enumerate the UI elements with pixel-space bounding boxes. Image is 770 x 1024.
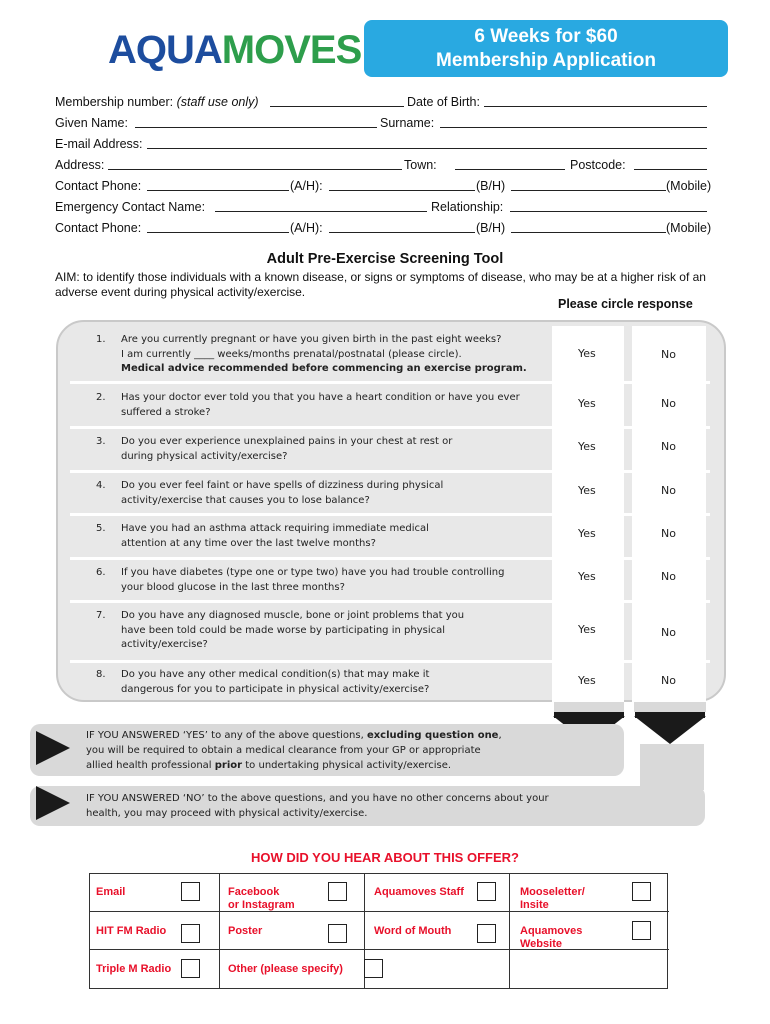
town-field[interactable] <box>455 169 565 170</box>
answer-no-2[interactable]: No <box>661 397 676 410</box>
table-divider <box>509 874 510 988</box>
question-line: If you have diabetes (type one or type two) have you had trouble controlling <box>121 567 505 578</box>
emergency-phone-label: Contact Phone: <box>55 221 142 235</box>
postcode-field[interactable] <box>634 169 707 170</box>
no-connector <box>634 702 706 712</box>
question-number: 4. <box>96 480 106 491</box>
question-divider <box>70 470 710 473</box>
emergency-mobile-label: (Mobile) <box>666 221 712 235</box>
question-line: your blood glucose in the last three months? <box>121 581 345 593</box>
question-line: activity/exercise? <box>121 639 208 650</box>
question-text <box>121 391 541 420</box>
option-staff-label: Aquamoves Staff <box>374 886 464 898</box>
option-hitfm-checkbox[interactable] <box>181 924 200 943</box>
no-arrow-icon <box>634 716 706 744</box>
option-facebook-label: Facebook or Instagram <box>228 886 295 911</box>
option-triplem-checkbox[interactable] <box>181 959 200 978</box>
question-line: Are you currently pregnant or have you given birth in the past eight weeks? <box>121 334 502 345</box>
no-instructions-text: IF YOU ANSWERED ‘NO’ to the above questions, and you have no other concerns about your health, you may proceed with physical activity/exercise. <box>86 793 549 819</box>
question-divider <box>70 513 710 516</box>
question-line: Do you have any other medical condition(s) that may make it <box>121 669 430 680</box>
given-name-label: Given Name: <box>55 116 128 130</box>
question-line: I am currently ____ weeks/months prenatal/postnatal (please circle). <box>121 348 462 360</box>
question-number: 6. <box>96 567 106 578</box>
question-line: Do you ever feel faint or have spells of dizziness during physical <box>121 480 444 491</box>
option-mooseletter-label: Mooseletter/ Insite <box>520 886 585 911</box>
option-other-checkbox[interactable] <box>364 959 383 978</box>
form-row-address <box>55 156 715 174</box>
answer-no-8[interactable]: No <box>661 674 676 687</box>
phone-ah-field[interactable] <box>147 190 289 191</box>
question-text <box>121 609 541 653</box>
option-other-label: Other (please specify) <box>228 963 343 975</box>
yes-connector <box>554 702 624 712</box>
question-text <box>121 479 541 508</box>
form-row-membership <box>55 93 715 111</box>
question-text <box>121 566 541 595</box>
membership-number-label: Membership number: (staff use only) <box>55 95 259 109</box>
title-banner <box>364 20 728 77</box>
answer-no-4[interactable]: No <box>661 484 676 497</box>
option-email-checkbox[interactable] <box>181 882 200 901</box>
title-line1: 6 Weeks for $60 <box>474 26 618 47</box>
logo-aqua: AQUA <box>108 28 222 72</box>
question-number: 5. <box>96 523 106 534</box>
answer-yes-1[interactable]: Yes <box>578 347 596 360</box>
emergency-bh-field[interactable] <box>329 232 475 233</box>
question-line: dangerous for you to participate in physical activity/exercise? <box>121 683 430 695</box>
option-website-checkbox[interactable] <box>632 921 651 940</box>
option-triplem-label: Triple M Radio <box>96 963 172 975</box>
no-instructions <box>30 786 705 826</box>
yes-instructions <box>30 724 624 776</box>
option-wordofmouth-checkbox[interactable] <box>477 924 496 943</box>
given-name-field[interactable] <box>135 127 377 128</box>
ah-label: (A/H): <box>290 179 323 193</box>
logo-moves: MOVES <box>221 28 362 72</box>
relationship-field[interactable] <box>510 211 707 212</box>
question-text <box>121 333 541 377</box>
aquamoves-logo <box>108 30 361 70</box>
email-label: E-mail Address: <box>55 137 143 151</box>
dob-field[interactable] <box>484 106 707 107</box>
form-row-email <box>55 135 715 153</box>
option-facebook-checkbox[interactable] <box>328 882 347 901</box>
hear-options-table <box>89 873 668 989</box>
answer-no-5[interactable]: No <box>661 527 676 540</box>
option-email-label: Email <box>96 886 126 898</box>
emergency-ah-field[interactable] <box>147 232 289 233</box>
option-website-label: Aquamoves Website <box>520 925 583 950</box>
hear-title: HOW DID YOU HEAR ABOUT THIS OFFER? <box>251 850 519 865</box>
answer-yes-7[interactable]: Yes <box>578 623 596 636</box>
table-divider <box>219 874 220 988</box>
contact-phone-label: Contact Phone: <box>55 179 142 193</box>
emergency-ah-label: (A/H): <box>290 221 323 235</box>
question-line: attention at any time over the last twelve months? <box>121 537 376 549</box>
no-play-icon <box>36 786 70 820</box>
membership-number-field[interactable] <box>270 106 404 107</box>
address-label: Address: <box>55 158 105 172</box>
question-line: have been told could be made worse by participating in physical <box>121 624 445 636</box>
question-line: activity/exercise that causes you to lose balance? <box>121 494 370 506</box>
title-line2: Membership Application <box>436 50 656 71</box>
question-number: 8. <box>96 669 106 680</box>
question-number: 3. <box>96 436 106 447</box>
emergency-bh-label: (B/H) <box>476 221 506 235</box>
surname-label: Surname: <box>380 116 435 130</box>
emergency-contact-label: Emergency Contact Name: <box>55 200 206 214</box>
question-line: Have you had an asthma attack requiring immediate medical <box>121 523 429 534</box>
answer-yes-5[interactable]: Yes <box>578 527 596 540</box>
answer-yes-8[interactable]: Yes <box>578 674 596 687</box>
address-field[interactable] <box>108 169 402 170</box>
option-poster-label: Poster <box>228 925 263 937</box>
question-number: 7. <box>96 610 106 621</box>
answer-no-6[interactable]: No <box>661 570 676 583</box>
answer-no-7[interactable]: No <box>661 626 676 639</box>
no-vertical-bar <box>640 744 704 790</box>
question-divider <box>70 426 710 429</box>
form-row-emergency <box>55 198 715 216</box>
answer-yes-2[interactable]: Yes <box>578 397 596 410</box>
option-wordofmouth-label: Word of Mouth <box>374 925 452 937</box>
form-row-phone <box>55 177 715 195</box>
phone-bh-field[interactable] <box>329 190 475 191</box>
answer-no-1[interactable]: No <box>661 348 676 361</box>
mobile-label: (Mobile) <box>666 179 712 193</box>
question-divider <box>70 600 710 603</box>
question-divider <box>70 381 710 384</box>
question-divider <box>70 660 710 663</box>
postcode-label: Postcode: <box>570 158 626 172</box>
question-number: 1. <box>96 334 106 345</box>
screening-aim: AIM: to identify those individuals with a known disease, or signs or symptoms of disease, who may be at a higher risk of an adverse event during physical activity/exercise. <box>55 270 706 299</box>
question-line: suffered a stroke? <box>121 406 211 418</box>
circle-response-label: Please circle response <box>558 297 693 311</box>
question-line: Has your doctor ever told you that you have a heart condition or have you ever <box>121 392 520 403</box>
form-row-name <box>55 114 715 132</box>
phone-mobile-field[interactable] <box>511 190 666 191</box>
relationship-label: Relationship: <box>431 200 504 214</box>
answer-yes-4[interactable]: Yes <box>578 484 596 497</box>
answer-no-3[interactable]: No <box>661 440 676 453</box>
town-label: Town: <box>404 158 437 172</box>
bh-label: (B/H) <box>476 179 506 193</box>
option-staff-checkbox[interactable] <box>477 882 496 901</box>
yes-play-icon <box>36 731 70 765</box>
option-poster-checkbox[interactable] <box>328 924 347 943</box>
dob-label: Date of Birth: <box>407 95 480 109</box>
screening-title: Adult Pre-Exercise Screening Tool <box>266 251 504 267</box>
question-text <box>121 435 541 464</box>
question-divider <box>70 557 710 560</box>
email-field[interactable] <box>147 148 707 149</box>
answer-yes-6[interactable]: Yes <box>578 570 596 583</box>
question-warning: Medical advice recommended before commencing an exercise program. <box>121 363 527 374</box>
question-number: 2. <box>96 392 106 403</box>
question-line: Do you ever experience unexplained pains in your chest at rest or <box>121 436 453 447</box>
question-line: Do you have any diagnosed muscle, bone or joint problems that you <box>121 610 465 621</box>
emergency-mobile-field[interactable] <box>511 232 666 233</box>
question-text <box>121 522 541 551</box>
form-row-emergency-phone <box>55 219 715 237</box>
answer-yes-3[interactable]: Yes <box>578 440 596 453</box>
yes-instructions-text: IF YOU ANSWERED ‘YES’ to any of the above questions, excluding question one, you will be required to obtain a medical clearance from your GP or appropriate allied health professional prior to undertaking physical activity/exercise. <box>86 730 502 771</box>
surname-field[interactable] <box>440 127 707 128</box>
option-mooseletter-checkbox[interactable] <box>632 882 651 901</box>
question-text <box>121 668 541 697</box>
emergency-contact-field[interactable] <box>215 211 427 212</box>
question-line: during physical activity/exercise? <box>121 450 288 462</box>
option-hitfm-label: HIT FM Radio <box>96 925 167 937</box>
